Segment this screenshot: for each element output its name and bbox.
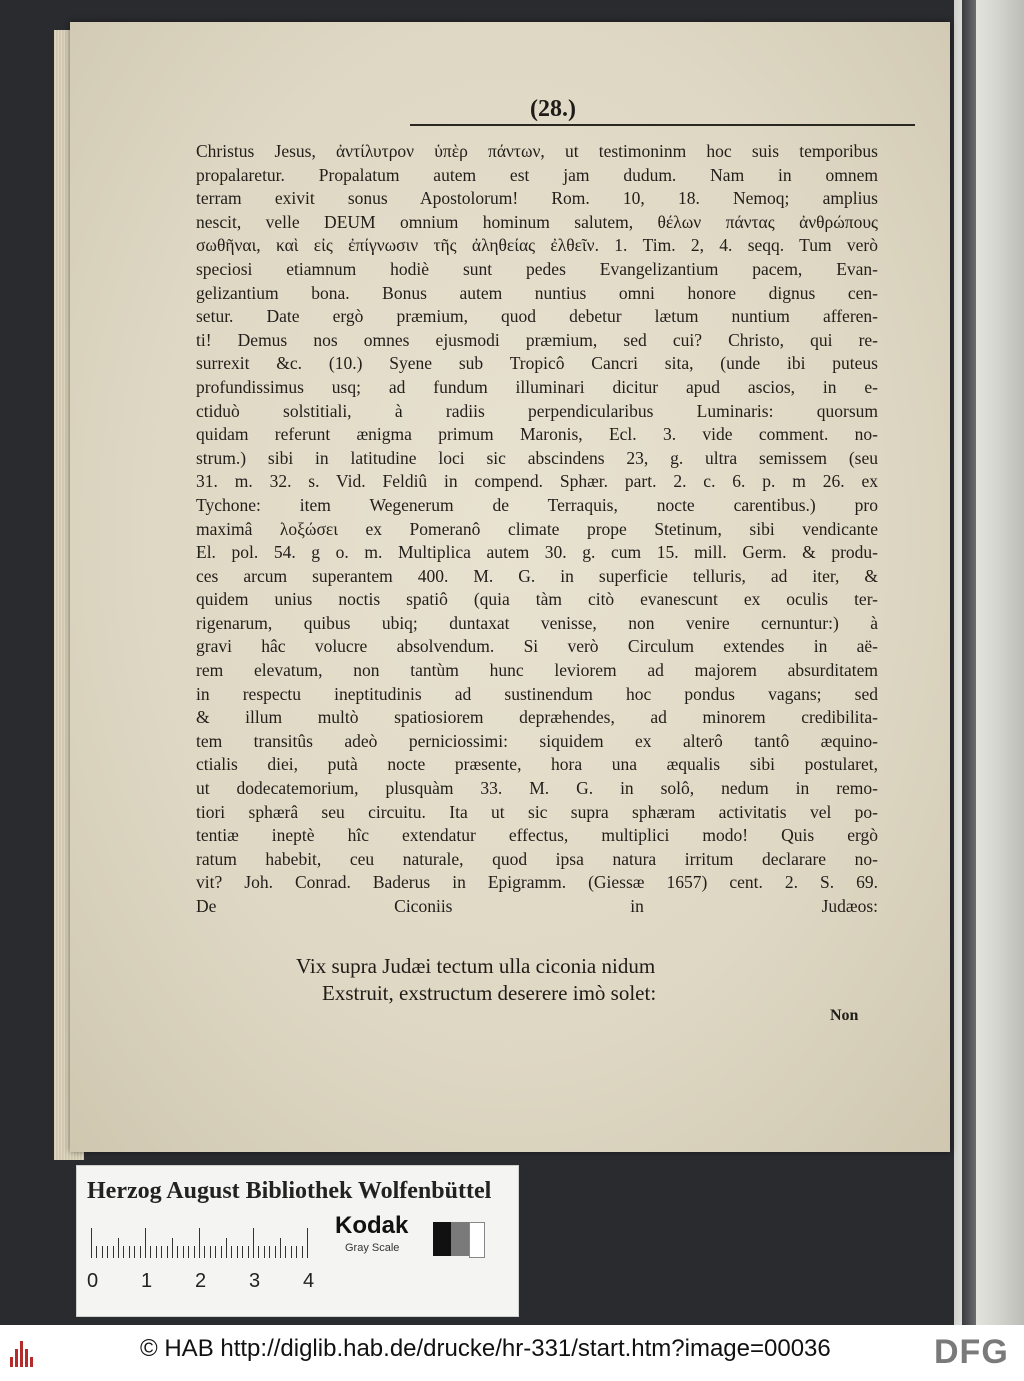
ornament-icon — [530, 96, 576, 123]
ruler-tick — [231, 1246, 232, 1258]
text-line: maximâ λοξώσει ex Pomeranô climate prope Stetinum, sibi vendicante — [196, 518, 878, 539]
page-header — [280, 96, 660, 136]
ruler-tick — [150, 1246, 151, 1258]
ruler-tick — [215, 1246, 216, 1258]
text-line: ctiduò solstitiali, à radiis perpendicularibus Luminaris: quorsum — [196, 400, 878, 421]
institution-name: Herzog August Bibliothek Wolfenbüttel — [87, 1178, 492, 1204]
hab-logo-icon — [10, 1341, 36, 1367]
ruler-tick — [269, 1246, 270, 1258]
logo-bar — [30, 1357, 33, 1367]
text-line: De Ciconiis in Judæos: — [196, 896, 878, 916]
text-line: profundissimus usq; ad fundum illuminari dicitur apud ascios, in e- — [196, 376, 878, 397]
logo-bar — [25, 1349, 28, 1367]
ruler-tick — [258, 1246, 259, 1258]
ruler-tick — [188, 1246, 189, 1258]
text-line: propalaretur. Propalatum autem est jam dudum. Nam in omnem — [196, 164, 878, 185]
epigram-verse — [296, 953, 656, 1007]
ruler-tick — [253, 1228, 254, 1258]
text-line: surrexit &c. (10.) Syene sub Tropicô Cancri sita, (unde ibi puteus — [196, 353, 878, 374]
text-line: vit? Joh. Conrad. Baderus in Epigramm. (Giessæ 1657) cent. 2. S. 69. — [196, 872, 878, 893]
kodak-brand: Kodak — [335, 1212, 409, 1239]
text-line: ut dodecatemorium, plusquàm 33. M. G. in solô, nedum in remo- — [196, 778, 878, 799]
text-line: ratum habebit, ceu naturale, quod ipsa natura irritum declarare no- — [196, 848, 878, 869]
text-line: quidem unius noctis spatiô (quia tàm citò evanescunt ex oculis ter- — [196, 589, 878, 610]
text-line: tem transitûs adeò perniciossimi: siquidem ex alterô tantô æquino- — [196, 730, 878, 751]
ruler-tick — [96, 1246, 97, 1258]
dfg-logo-icon: DFG — [934, 1333, 1009, 1371]
body-text — [196, 140, 878, 919]
header-rule — [410, 124, 915, 126]
text-line: ti! Demus nos omnes ejusmodi præmium, sed cui? Christo, qui re- — [196, 329, 878, 350]
scale-number: 4 — [303, 1270, 315, 1292]
gray-scale-label: Gray Scale — [345, 1242, 400, 1254]
ruler-tick — [129, 1246, 130, 1258]
logo-bar — [15, 1349, 18, 1367]
ruler-tick — [145, 1228, 146, 1258]
swatch-gray — [451, 1222, 469, 1256]
ruler-tick — [199, 1228, 200, 1258]
verse-line-2: Exstruit, exstructum deserere imò solet: — [322, 981, 657, 1005]
text-line: terram exivit sonus Apostolorum! Rom. 10, 18. Nemoq; amplius — [196, 188, 878, 209]
ruler-tick — [204, 1246, 205, 1258]
ruler-tick — [264, 1246, 265, 1258]
text-line: El. pol. 54. g o. m. Multiplica autem 30. g. cum 15. mill. Germ. & produ- — [196, 542, 878, 563]
ruler-tick — [172, 1238, 173, 1258]
text-line: rem elevatum, non tantùm hunc leviorem ad majorem absurditatem — [196, 660, 878, 681]
ruler-tick — [285, 1246, 286, 1258]
text-line: quidam referunt ænigma primum Maronis, Ecl. 3. vide comment. no- — [196, 424, 878, 445]
logo-bar — [20, 1341, 23, 1367]
swatch-black — [433, 1222, 451, 1256]
ruler-tick — [118, 1238, 119, 1258]
ruler-tick — [221, 1246, 222, 1258]
catchword: Non — [830, 1007, 859, 1024]
verse-line-1: Vix supra Judæi tectum ulla ciconia nidum — [296, 954, 656, 978]
ruler-tick — [113, 1246, 114, 1258]
text-line: Tychone: item Wegenerum de Terraquis, nocte carentibus.) pro — [196, 494, 878, 515]
text-line: strum.) sibi in latitudine loci sic abscindens 23, g. ultra semissem (seu — [196, 447, 878, 468]
scale-number: 2 — [195, 1270, 207, 1292]
scale-number: 0 — [87, 1270, 99, 1292]
ruler-tick — [226, 1238, 227, 1258]
ruler-tick — [210, 1246, 211, 1258]
ruler-tick — [275, 1246, 276, 1258]
ruler-tick — [302, 1246, 303, 1258]
ruler-tick — [296, 1246, 297, 1258]
ruler-tick — [167, 1246, 168, 1258]
text-line: in respectu ineptitudinis ad sustinendum hoc pondus vagans; sed — [196, 683, 878, 704]
ruler-tick — [91, 1228, 92, 1258]
text-line: ces arcum superantem 400. M. G. in superficie telluris, ad iter, & — [196, 565, 878, 586]
text-line: 31. m. 32. s. Vid. Feldiû in compend. Sphær. part. 2. c. 6. p. m 26. ex — [196, 471, 878, 492]
ruler-tick — [134, 1246, 135, 1258]
text-line: gelizantium bona. Bonus autem nuntius omni honore dignus cen- — [196, 282, 878, 303]
ruler-tick — [183, 1246, 184, 1258]
text-line: rigenarum, quibus ubiq; duntaxat venisse, non venire cernuntur:) à — [196, 612, 878, 633]
text-line: tentiæ ineptè hîc extendatur effectus, multiplici modo! Quis ergò — [196, 825, 878, 846]
page-number: (28.) — [530, 96, 576, 122]
ruler-tick — [242, 1246, 243, 1258]
adjacent-page-strip — [954, 0, 1024, 1325]
scale-ruler — [91, 1226, 311, 1258]
ruler-tick — [307, 1228, 308, 1258]
ruler-tick — [156, 1246, 157, 1258]
ruler-tick — [107, 1246, 108, 1258]
logo-bar — [10, 1357, 13, 1367]
ruler-tick — [161, 1246, 162, 1258]
text-line: σωθῆναι, καὶ εἰς ἐπίγνωσιν τῆς ἀληθείας ἐλθεῖν. 1. Tim. 2, 4. seqq. Tum verò — [196, 235, 878, 256]
text-line: ctialis diei, putà nocte præsente, hora una æqualis sibi postularet, — [196, 754, 878, 775]
text-line: tiori sphærâ seu circuitu. Ita ut sic supra sphæram activitatis vel po- — [196, 801, 878, 822]
ruler-tick — [177, 1246, 178, 1258]
text-line: nescit, velle DEUM omnium hominum salutem, θέλων πάντας ἀνθρώπους — [196, 211, 878, 232]
text-line: setur. Date ergò præmium, quod debetur lætum nuntium afferen- — [196, 306, 878, 327]
footer-bar — [0, 1325, 1024, 1381]
ruler-tick — [280, 1238, 281, 1258]
ruler-tick — [140, 1246, 141, 1258]
ruler-tick — [102, 1246, 103, 1258]
ruler-tick — [248, 1246, 249, 1258]
ruler-tick — [237, 1246, 238, 1258]
ruler-tick — [194, 1246, 195, 1258]
color-scale-label — [76, 1165, 519, 1317]
ruler-tick — [291, 1246, 292, 1258]
text-line: speciosi etiamnum hodiè sunt pedes Evangelizantium pacem, Evan- — [196, 258, 878, 279]
gutter-shadow — [962, 0, 976, 1325]
text-line: gravi hâc volucre absolvendum. Si verò Circulum extendes in aë- — [196, 636, 878, 657]
scale-number: 3 — [249, 1270, 261, 1292]
copyright-link[interactable]: © HAB http://diglib.hab.de/drucke/hr-331/start.htm?image=00036 — [140, 1335, 831, 1362]
swatch-white — [469, 1222, 485, 1258]
text-line: Christus Jesus, ἀντίλυτρον ὑπὲρ πάντων, ut testimoninm hoc suis temporibus — [196, 141, 878, 161]
text-line: & illum multò spatiosiorem depræhendes, ad minorem credibilita- — [196, 707, 878, 728]
scale-number: 1 — [141, 1270, 153, 1292]
ruler-tick — [123, 1246, 124, 1258]
